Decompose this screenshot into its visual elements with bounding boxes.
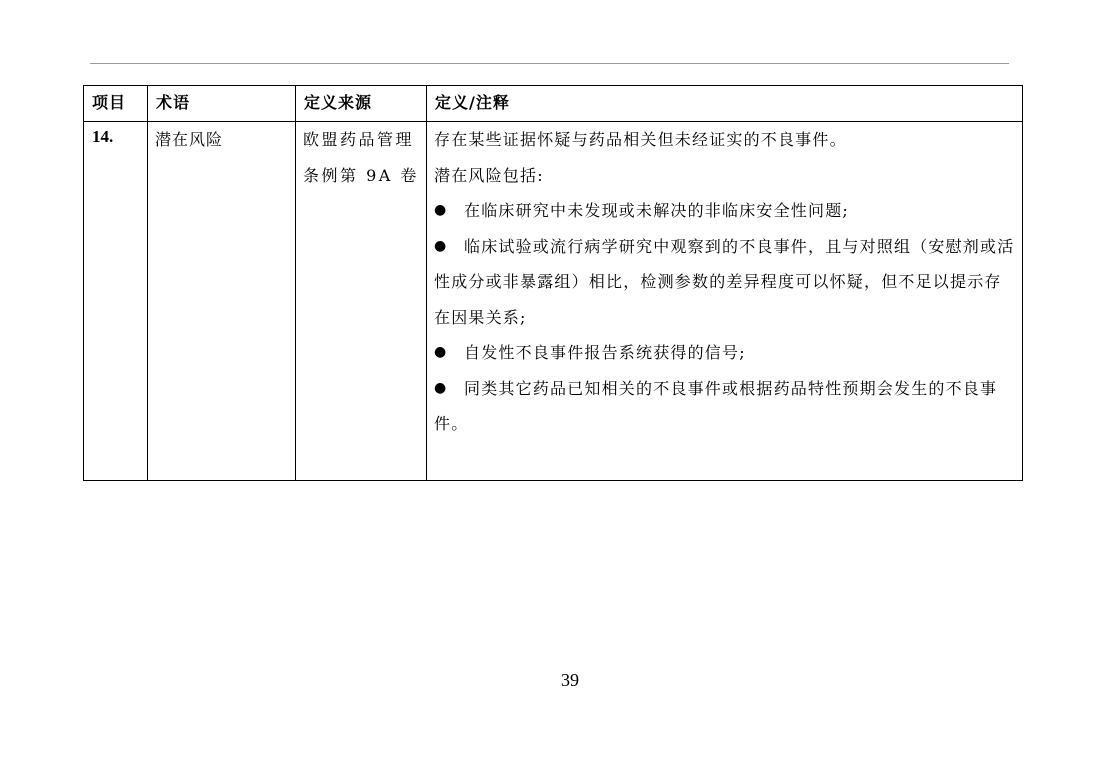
bullet-item [434, 335, 1016, 371]
table-row [84, 122, 1023, 481]
bullet-icon: ● [434, 237, 448, 254]
header-term: 术语 [148, 86, 296, 122]
bullet-item [434, 371, 1016, 442]
definition-lead: 潜在风险包括: [434, 165, 544, 185]
bullet-text: 在临床研究中未发现或未解决的非临床安全性问题; [464, 201, 849, 220]
page-number: 39 [561, 670, 579, 690]
bullet-text: 同类其它药品已知相关的不良事件或根据药品特性预期会发生的不良事件。 [434, 378, 998, 433]
header-rule [90, 63, 1009, 64]
bullet-item [434, 229, 1016, 336]
bullet-item [434, 193, 1016, 229]
definition-cell [427, 122, 1023, 481]
source-cell: 欧盟药品管理条例第 9A 卷 [296, 122, 427, 481]
bullet-icon: ● [434, 344, 448, 360]
header-source: 定义来源 [296, 86, 427, 122]
glossary-table [83, 85, 1023, 481]
bullet-text: 临床试验或流行病学研究中观察到的不良事件，且与对照组（安慰剂或活性成分或非暴露组）相比，检测参数的差异程度可以怀疑，但不足以提示存在因果关系; [434, 236, 1015, 327]
bullet-icon: ● [434, 379, 448, 396]
header-definition: 定义/注释 [427, 86, 1023, 122]
bullet-text: 自发性不良事件报告系统获得的信号; [464, 343, 746, 362]
bullet-icon: ● [434, 202, 448, 218]
table-header-row [84, 86, 1023, 122]
definition-intro: 存在某些证据怀疑与药品相关但未经证实的不良事件。 [434, 130, 847, 149]
item-number: 14. [84, 122, 148, 481]
header-item-no: 项目 [84, 86, 148, 122]
term-cell: 潜在风险 [148, 122, 296, 481]
